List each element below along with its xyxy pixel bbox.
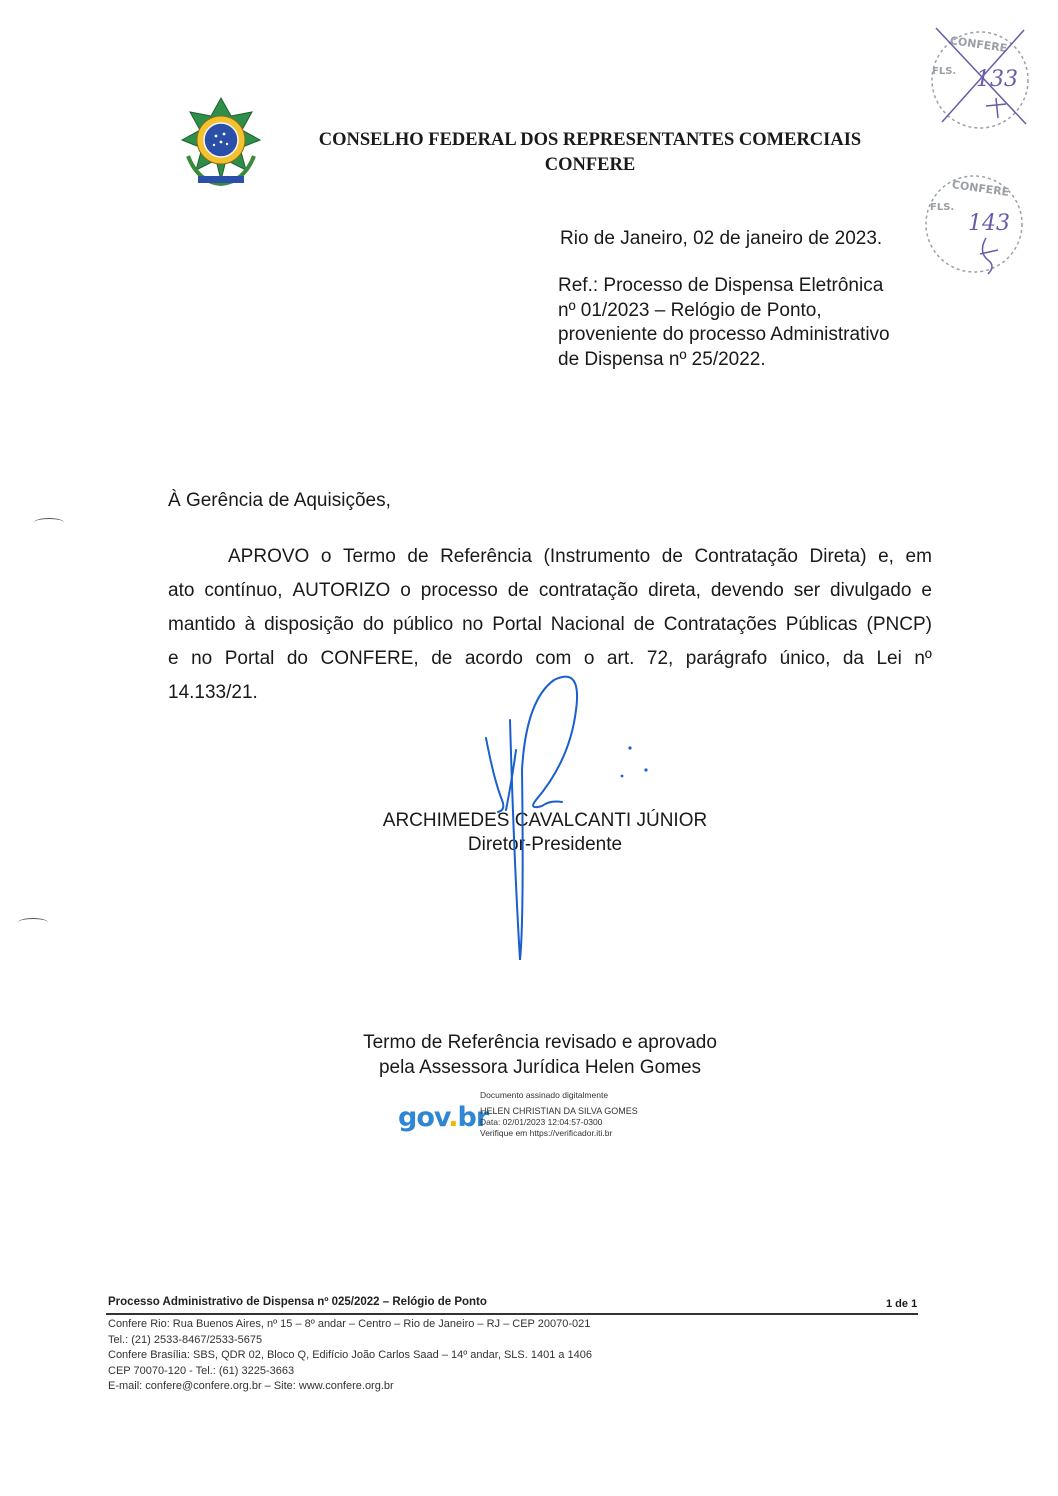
stamp-label: CONFERE (951, 178, 1010, 199)
body-word: ser (793, 580, 821, 601)
body-word: nº (914, 648, 932, 669)
digital-signature-verify: Verifique em https://verificador.iti.br (480, 1128, 613, 1138)
digital-signature-details (480, 1106, 638, 1139)
body-word: mantido (168, 614, 236, 635)
body-word: único, (779, 648, 831, 669)
body-word: ato (168, 580, 195, 601)
reference-line: proveniente do processo Administrativo (558, 324, 890, 345)
body-word: de (507, 580, 529, 601)
body-word: direta, (648, 580, 701, 601)
organization-header (250, 128, 930, 178)
body-word: o (320, 546, 332, 567)
body-word: Nacional (550, 614, 625, 635)
body-word: e (921, 580, 932, 601)
review-note (300, 1030, 780, 1080)
footer-title: Processo Administrativo de Dispensa nº 025/2022 – Relógio de Ponto (108, 1296, 487, 1308)
digital-signature-header: Documento assinado digitalmente (480, 1090, 609, 1100)
body-word: devendo (710, 580, 784, 601)
digital-signature-date: Data: 02/01/2023 12:04:57-0300 (480, 1117, 603, 1127)
body-word: de (633, 614, 655, 635)
binder-hole-mark (18, 918, 48, 927)
body-word: Referência (440, 546, 532, 567)
body-word: Portal (224, 648, 275, 669)
body-word: disposição (264, 614, 354, 635)
review-note-line: pela Assessora Jurídica Helen Gomes (378, 1057, 702, 1078)
govbr-logo-part: br (457, 1102, 489, 1133)
body-word: do (286, 648, 308, 669)
body-word: Termo (343, 546, 396, 567)
body-word: o (400, 580, 411, 601)
body-word: no (191, 648, 213, 669)
footer-line: Confere Rio: Rua Buenos Aires, nº 15 – 8º andar – Centro – Rio de Janeiro – RJ – CEP 20070-021 (108, 1318, 591, 1330)
body-word: parágrafo (685, 648, 768, 669)
body-word: Portal (492, 614, 542, 635)
signer-name: ARCHIMEDES CAVALCANTI JÚNIOR (382, 810, 708, 831)
govbr-logo-part: . (448, 1102, 458, 1133)
footer-line: E-mail: confere@confere.org.br – Site: www.confere.org.br (108, 1380, 394, 1392)
reference-block (558, 274, 938, 372)
digital-signer: HELEN CHRISTIAN DA SILVA GOMES (480, 1106, 638, 1116)
govbr-logo-part: gov (398, 1102, 449, 1133)
body-word: divulgado (830, 580, 912, 601)
body-word: de (431, 648, 453, 669)
body-word: no (462, 614, 484, 635)
footer-line: Tel.: (21) 2533-8467/2533-5675 (108, 1333, 263, 1346)
stamp-fls-label: FLS. (930, 202, 955, 213)
body-word: APROVO (228, 546, 310, 567)
letter-date: Rio de Janeiro, 02 de janeiro de 2023. (560, 228, 883, 249)
body-word: contínuo, (204, 580, 283, 601)
body-word: à (244, 614, 256, 635)
footer-line: CEP 70070-120 - Tel.: (61) 3225-3663 (108, 1364, 295, 1377)
body-word: de (661, 546, 683, 567)
page-number: 1 de 1 (886, 1298, 918, 1310)
body-word: (Instrumento (543, 546, 651, 567)
footer-divider (106, 1313, 918, 1315)
body-word: Contratação (694, 546, 798, 567)
govbr-logo (398, 1102, 488, 1133)
body-word: 72, (646, 648, 674, 669)
body-word: Públicas (785, 614, 858, 635)
organization-name: CONSELHO FEDERAL DOS REPRESENTANTES COMERCIAIS (318, 130, 862, 150)
stamp-fls-label: FLS. (932, 66, 957, 77)
stamp-label: CONFERE (949, 34, 1008, 55)
reference-line: de Dispensa nº 25/2022. (558, 348, 766, 370)
folio-stamp (918, 168, 1026, 276)
body-word: e, (878, 546, 894, 567)
body-word: (PNCP) (866, 614, 932, 635)
body-line (168, 540, 932, 574)
body-word: acordo (464, 648, 523, 669)
body-word: art. (606, 648, 635, 669)
body-word: o (583, 648, 595, 669)
body-word: e (168, 648, 179, 669)
body-word: Contratações (663, 614, 777, 635)
reference-line: nº 01/2023 – Relógio de Ponto, (558, 299, 822, 321)
body-word: processo (420, 580, 498, 601)
body-word: 14.133/21. (168, 682, 258, 703)
signer-role: Diretor-Presidente (467, 834, 623, 855)
body-word: em (905, 546, 932, 567)
salutation: À Gerência de Aquisições, (168, 490, 391, 511)
body-word: público (392, 614, 454, 635)
body-word: Lei (876, 648, 902, 669)
body-word: contratação (538, 580, 639, 601)
body-word: CONFERE, (320, 648, 419, 669)
body-line (168, 608, 932, 642)
handwritten-signature (450, 660, 680, 960)
body-word: de (407, 546, 429, 567)
body-word: do (362, 614, 384, 635)
folio-stamp (924, 24, 1032, 132)
footer-line: Confere Brasília: SBS, QDR 02, Bloco Q, Edifício João Carlos Saad – 14º andar, SLS. 1401 a 1406 (108, 1349, 593, 1361)
body-word: Direta) (809, 546, 867, 567)
stamp-number: 133 (976, 67, 1018, 92)
body-word: AUTORIZO (292, 580, 391, 601)
footer-contact (108, 1317, 592, 1395)
body-word: com (535, 648, 572, 669)
stamp-number: 143 (968, 211, 1010, 236)
body-line (168, 574, 932, 608)
body-word: da (842, 648, 864, 669)
review-note-line: Termo de Referência revisado e aprovado (363, 1032, 717, 1053)
binder-hole-mark (34, 518, 64, 527)
organization-acronym: CONFERE (544, 155, 636, 175)
reference-line: Ref.: Processo de Dispensa Eletrônica (558, 275, 884, 296)
